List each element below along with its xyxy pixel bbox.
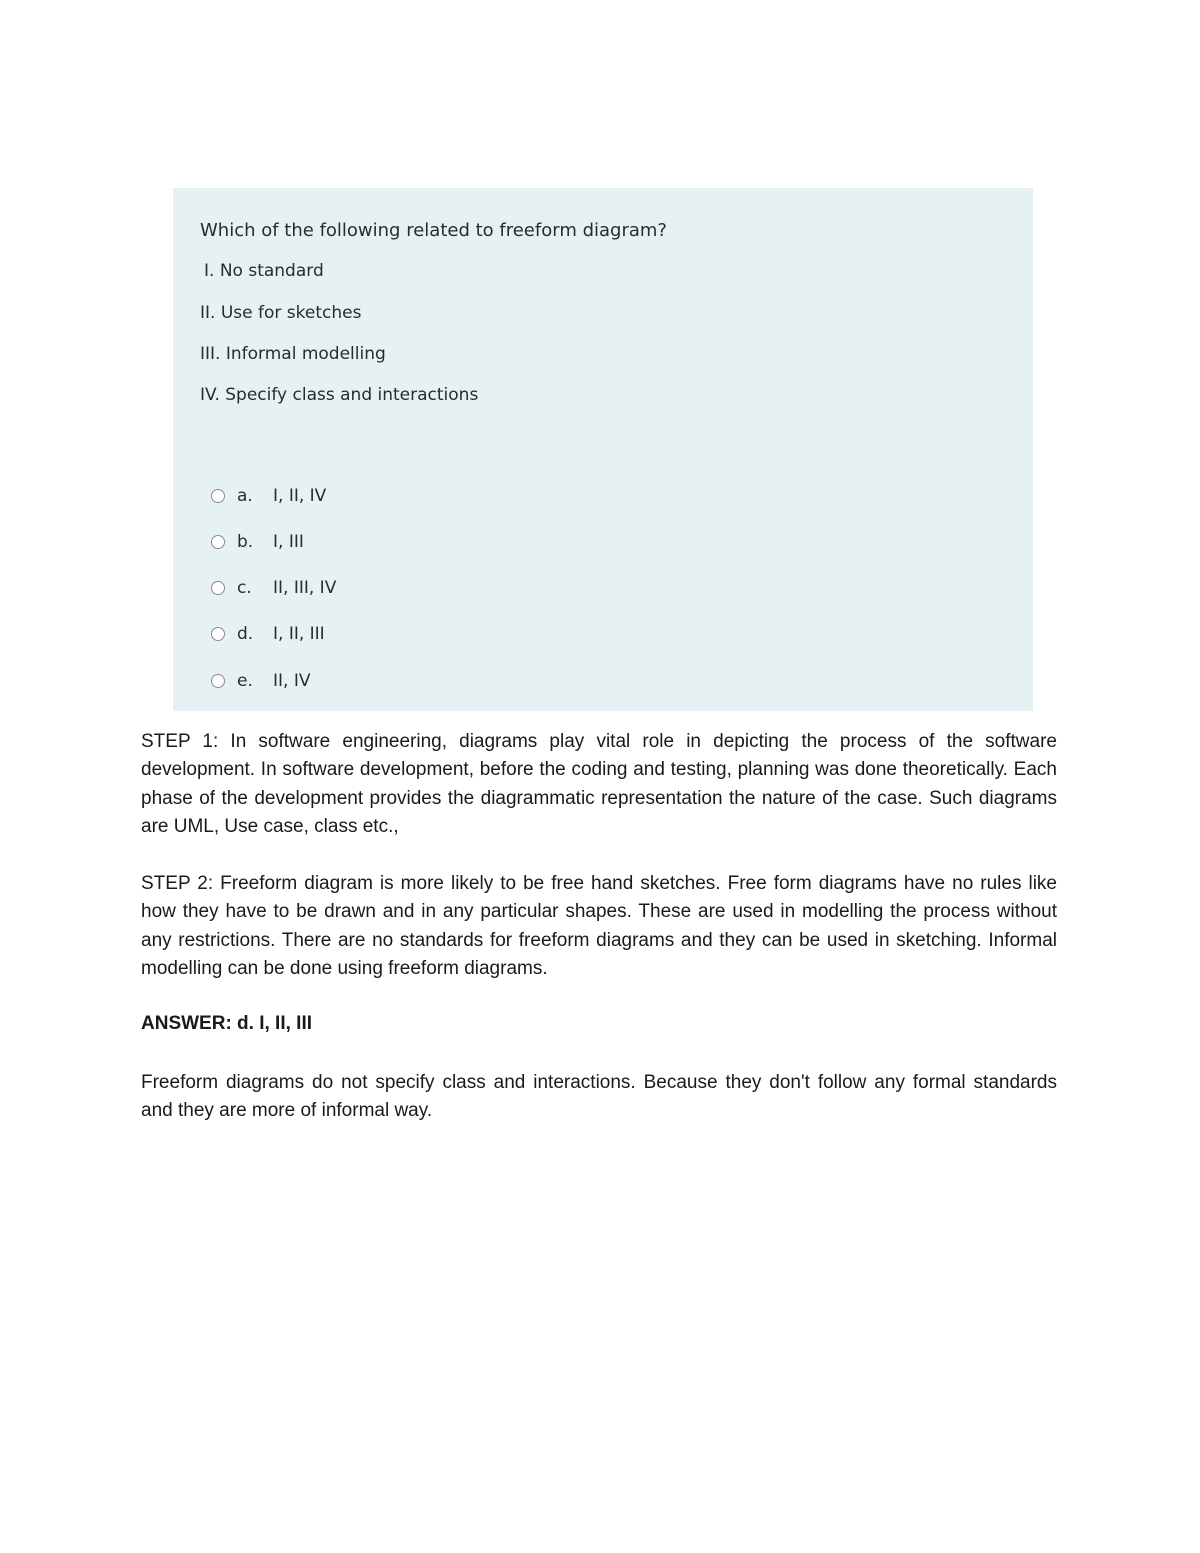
explanation-paragraph: Freeform diagrams do not specify class and interactions. Because they don't follow any formal standards and they are more of informal way. <box>141 1072 1057 1122</box>
option-value: I, II, IV <box>273 486 327 506</box>
statement-4: IV. Specify class and interactions <box>200 385 479 405</box>
option-b[interactable] <box>211 531 304 553</box>
statement-1: I. No standard <box>204 261 324 281</box>
radio-button-icon[interactable] <box>211 674 225 688</box>
option-a[interactable] <box>211 485 326 507</box>
option-letter: b. <box>237 532 254 552</box>
answer-line: ANSWER: d. I, II, III <box>141 1013 312 1034</box>
option-value: II, III, IV <box>273 578 337 598</box>
step-1-paragraph: STEP 1: In software engineering, diagrams play vital role in depicting the process of the software development. In software development, before the coding and testing, planning was done theoretically. Each phase of the development provides the diagrammatic representation the nature of the case. Such diagrams are UML, Use case, class etc., <box>141 731 1057 837</box>
option-value: II, IV <box>273 671 311 691</box>
option-c[interactable] <box>211 577 336 599</box>
radio-button-icon[interactable] <box>211 535 225 549</box>
step-2-paragraph: STEP 2: Freeform diagram is more likely to be free hand sketches. Free form diagrams have no rules like how they have to be drawn and in any particular shapes. These are used in modelling the process without any restrictions. There are no standards for freeform diagrams and they can be used in sketching. Informal modelling can be done using freeform diagrams. <box>141 873 1057 979</box>
question-card <box>173 188 1033 711</box>
option-e[interactable] <box>211 670 310 692</box>
option-letter: e. <box>237 671 253 691</box>
radio-button-icon[interactable] <box>211 581 225 595</box>
option-letter: c. <box>237 578 252 598</box>
option-value: I, III <box>273 532 304 552</box>
option-letter: a. <box>237 486 253 506</box>
statement-2: II. Use for sketches <box>200 303 362 323</box>
option-letter: d. <box>237 624 254 644</box>
radio-button-icon[interactable] <box>211 489 225 503</box>
option-d[interactable] <box>211 623 325 645</box>
radio-button-icon[interactable] <box>211 627 225 641</box>
statement-3: III. Informal modelling <box>200 344 386 364</box>
option-value: I, II, III <box>273 624 325 644</box>
question-prompt: Which of the following related to freeform diagram? <box>200 220 667 241</box>
